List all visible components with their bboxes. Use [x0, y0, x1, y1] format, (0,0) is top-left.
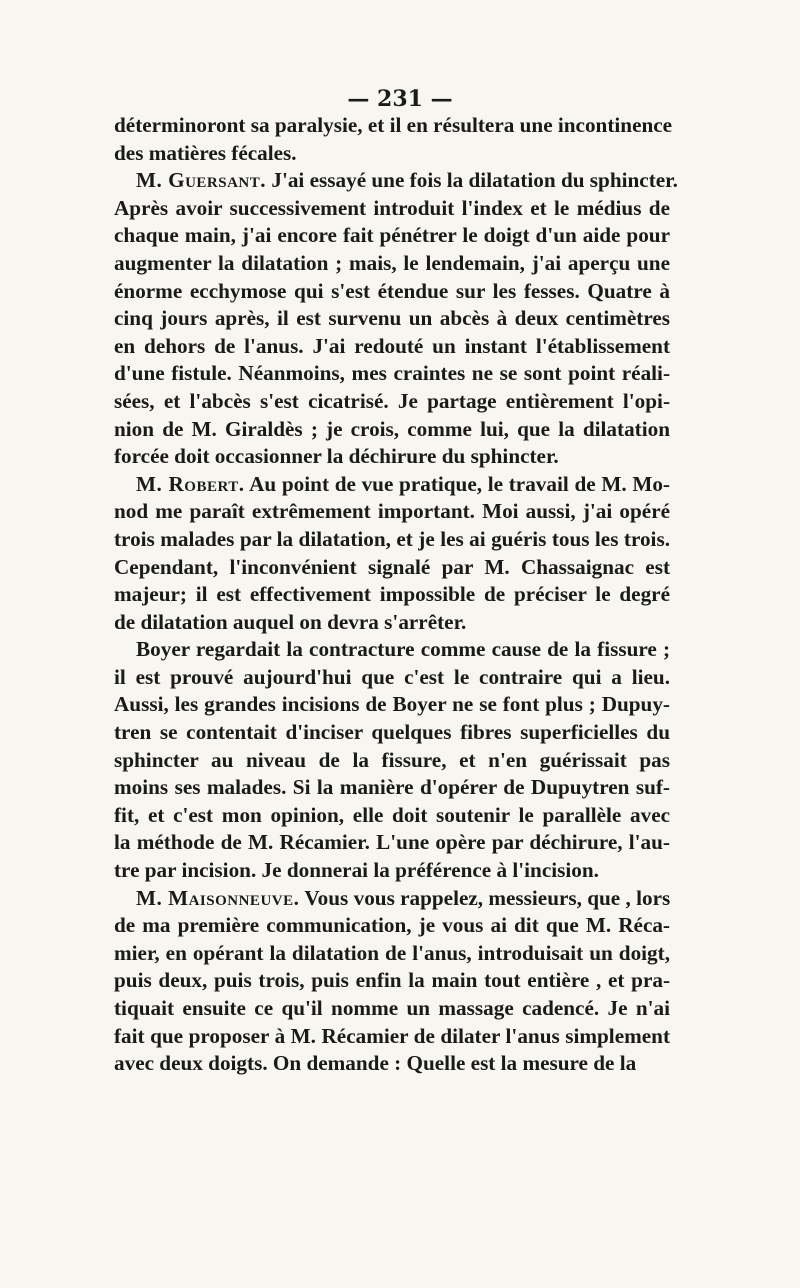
line-text: forcée doit occasionner la déchirure du sphincter.	[114, 444, 559, 469]
line-text: Après avoir successivement introduit l'index et le médius de	[114, 195, 670, 220]
line-text: mier, en opérant la dilatation de l'anus, introduisait un doigt,	[114, 940, 670, 965]
line-text: Cependant, l'inconvénient signalé par M. Chassaignac est	[114, 554, 670, 579]
text-line	[114, 664, 670, 692]
line-text: moins ses malades. Si la manière d'opérer de Dupuytren suf-	[114, 775, 670, 800]
paragraph	[114, 112, 673, 167]
line-text: avec deux doigts. On demande : Quelle est la mesure de la	[114, 1051, 637, 1076]
paragraph	[114, 167, 678, 471]
text-line	[114, 885, 670, 913]
speaker-name: M. Robert.	[136, 471, 245, 496]
text-line	[114, 167, 678, 195]
text-line	[114, 388, 670, 416]
line-text: Au point de vue pratique, le travail de M. Mo-	[249, 471, 670, 496]
text-line	[114, 829, 670, 857]
line-text: fit, et c'est mon opinion, elle doit soutenir le parallèle avec	[114, 802, 670, 827]
text-line	[114, 195, 670, 223]
paragraph	[114, 885, 670, 1078]
text-line	[114, 747, 670, 775]
text-line	[114, 774, 670, 802]
line-text: de ma première communication, je vous ai dit que M. Réca-	[114, 913, 670, 938]
line-text: cinq jours après, il est survenu un abcès à deux centimètres	[114, 306, 670, 331]
text-line	[114, 940, 670, 968]
line-text: tiquait ensuite ce qu'il nomme un massage cadencé. Je n'ai	[114, 996, 670, 1020]
line-text: sées, et l'abcès s'est cicatrisé. Je partage entièrement l'opi-	[114, 388, 670, 413]
text-line	[114, 1023, 670, 1051]
line-text: la méthode de M. Récamier. L'une opère par déchirure, l'au-	[114, 830, 670, 855]
text-line	[114, 802, 670, 830]
text-line	[114, 609, 670, 637]
text-line	[114, 857, 670, 885]
text-line	[114, 581, 670, 609]
line-text: d'une fistule. Néanmoins, mes craintes ne se sont point réali-	[114, 361, 670, 386]
paragraph	[114, 636, 670, 884]
text-line	[114, 250, 670, 278]
text-line	[114, 360, 670, 388]
line-text: trois malades par la dilatation, et je les ai guéris tous les trois.	[114, 526, 670, 551]
text-line	[114, 278, 670, 306]
body-text	[114, 112, 678, 1078]
line-text: chaque main, j'ai encore fait pénétrer le doigt d'un aide pour	[114, 223, 670, 248]
line-text: fait que proposer à M. Récamier de dilater l'anus simplement	[114, 1023, 670, 1048]
line-text: Vous vous rappelez, messieurs, que , lors	[304, 885, 671, 910]
text-line	[114, 416, 670, 444]
line-text: énorme ecchymose qui s'est étendue sur les fesses. Quatre à	[114, 278, 670, 303]
text-line	[114, 967, 670, 995]
line-text: déterminoront sa paralysie, et il en résultera une incontinence	[114, 113, 673, 137]
text-line	[114, 498, 670, 526]
line-text: J'ai essayé une fois la dilatation du sphincter.	[271, 168, 678, 193]
text-line	[114, 526, 670, 554]
line-text: en dehors de l'anus. J'ai redouté un instant l'établissement	[114, 333, 670, 358]
text-line	[114, 719, 670, 747]
text-line	[114, 1050, 670, 1078]
line-text: de dilatation auquel on devra s'arrêter.	[114, 609, 467, 634]
page-number: — 231 —	[347, 86, 453, 112]
text-line	[114, 112, 673, 140]
line-text: tre par incision. Je donnerai la préférence à l'incision.	[114, 858, 599, 883]
line-text: Boyer regardait la contracture comme cause de la fissure ;	[136, 637, 670, 662]
text-line	[114, 443, 670, 471]
text-line	[114, 305, 670, 333]
text-line	[114, 333, 670, 361]
text-line	[114, 636, 670, 664]
speaker-name: M. Guersant.	[136, 168, 267, 193]
text-line	[114, 471, 670, 499]
line-text: nod me paraît extrêmement important. Moi aussi, j'ai opéré	[114, 499, 670, 524]
line-text: puis deux, puis trois, puis enfin la main tout entière , et pra-	[114, 968, 670, 993]
line-text: tren se contentait d'inciser quelques fibres superficielles du	[114, 720, 670, 745]
line-text: il est prouvé aujourd'hui que c'est le contraire qui a lieu.	[114, 664, 670, 689]
line-text: Aussi, les grandes incisions de Boyer ne se font plus ; Dupuy-	[114, 692, 670, 717]
line-text: nion de M. Giraldès ; je crois, comme lui, que la dilatation	[114, 416, 670, 441]
text-line	[114, 222, 670, 250]
line-text: augmenter la dilatation ; mais, le lendemain, j'ai aperçu une	[114, 250, 670, 275]
paragraph	[114, 471, 670, 637]
text-line	[114, 691, 670, 719]
line-text: sphincter au niveau de la fissure, et n'en guérissait pas	[114, 747, 670, 772]
text-line	[114, 140, 670, 168]
text-line	[114, 912, 670, 940]
line-text: des matières fécales.	[114, 140, 297, 165]
text-line	[114, 554, 670, 582]
line-text: majeur; il est effectivement impossible de préciser le degré	[114, 582, 670, 607]
speaker-name: M. Maisonneuve.	[136, 885, 300, 910]
text-line	[114, 995, 670, 1023]
